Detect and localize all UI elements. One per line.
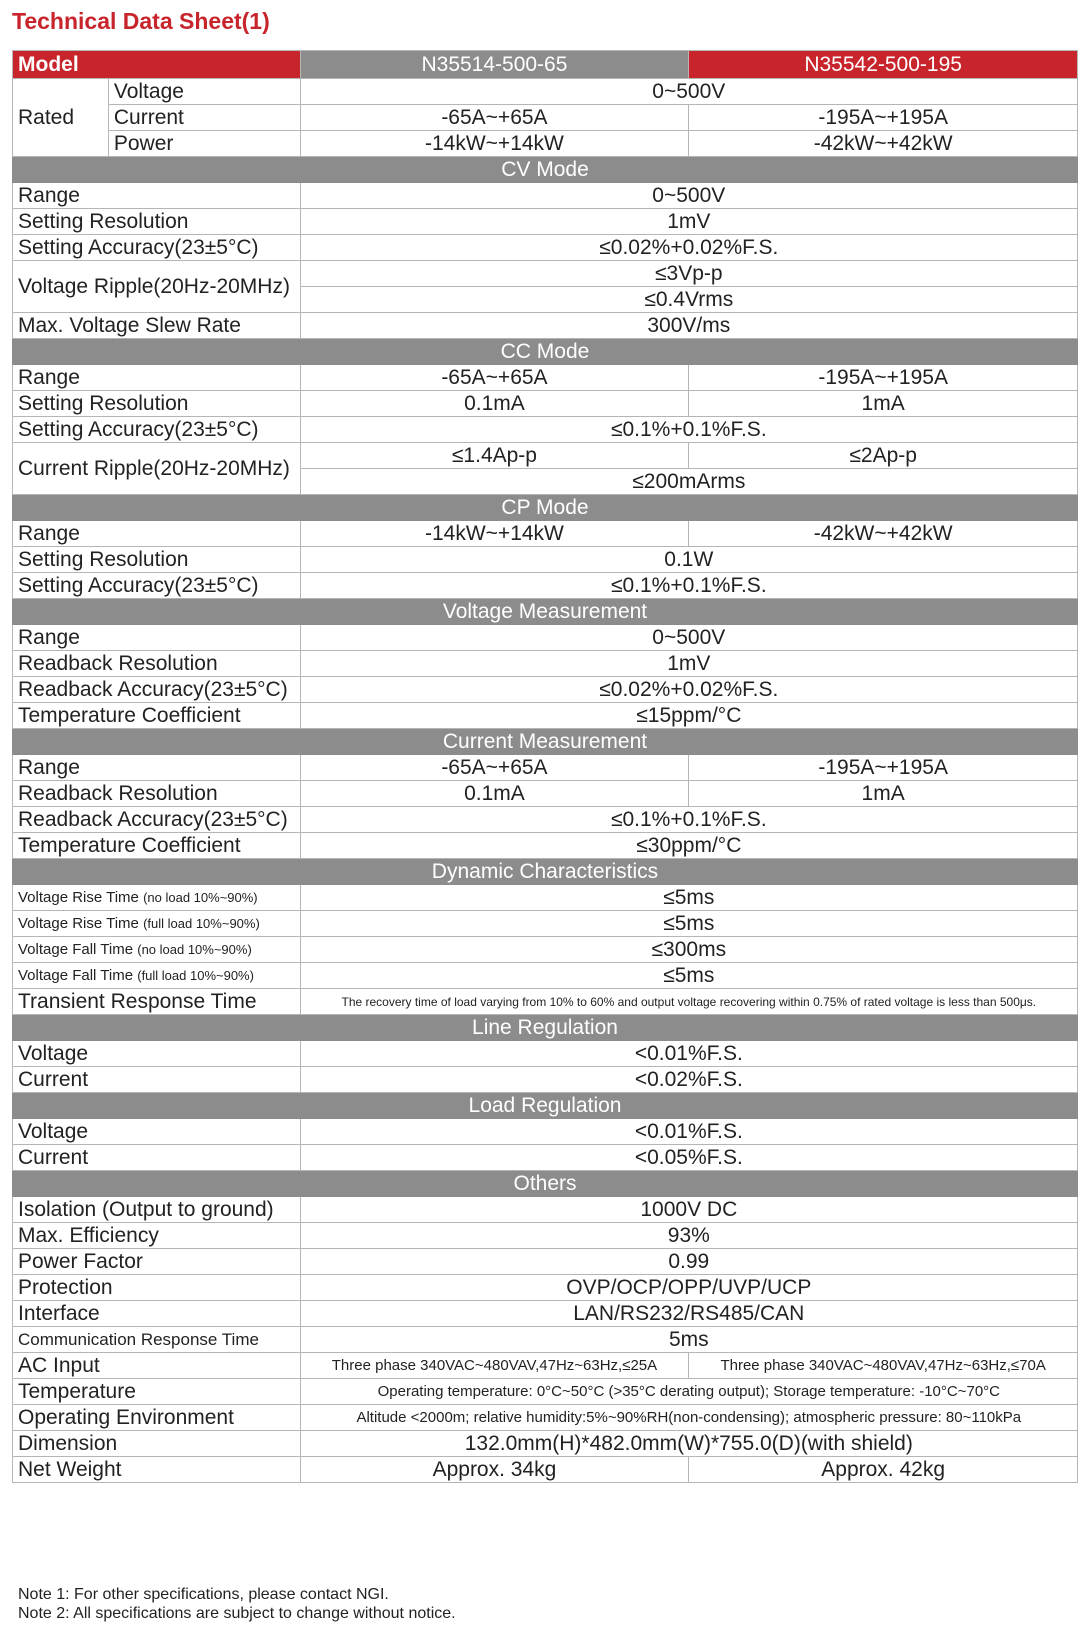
cm-res-value-2: 1mA [689, 781, 1078, 807]
dyn-tr-label: Transient Response Time [13, 989, 301, 1015]
table-row [13, 651, 1078, 677]
table-row [13, 1379, 1078, 1405]
cv-slew-label: Max. Voltage Slew Rate [13, 313, 301, 339]
load-c-label: Current [13, 1145, 301, 1171]
if-value: LAN/RS232/RS485/CAN [300, 1301, 1077, 1327]
table-row [13, 183, 1078, 209]
table-row [13, 1119, 1078, 1145]
cv-acc-label: Setting Accuracy(23±5°C) [13, 235, 301, 261]
line-v-value: <0.01%F.S. [300, 1041, 1077, 1067]
dim-value: 132.0mm(H)*482.0mm(W)*755.0(D)(with shield) [300, 1431, 1077, 1457]
table-row [13, 885, 1078, 911]
cv-range-value: 0~500V [300, 183, 1077, 209]
dyn-vf-nl-label [13, 937, 301, 963]
temp-label: Temperature [13, 1379, 301, 1405]
dyn-vr-nl-value: ≤5ms [300, 885, 1077, 911]
dyn-label-text: Voltage Rise Time [18, 889, 139, 906]
table-row [13, 1327, 1078, 1353]
cm-acc-value: ≤0.1%+0.1%F.S. [300, 807, 1077, 833]
table-row [13, 235, 1078, 261]
cc-range-value-1: -65A~+65A [300, 365, 689, 391]
cc-ripple-value-1: ≤1.4Ap-p [300, 443, 689, 469]
section-header-cm: Current Measurement [13, 729, 1078, 755]
cc-range-value-2: -195A~+195A [689, 365, 1078, 391]
rated-power-value-2: -42kW~+42kW [689, 131, 1078, 157]
cc-res-value-1: 0.1mA [300, 391, 689, 417]
table-row [13, 781, 1078, 807]
cm-range-value-1: -65A~+65A [300, 755, 689, 781]
table-row [13, 443, 1078, 469]
table-row [13, 1301, 1078, 1327]
table-row [13, 989, 1078, 1015]
ac-value-1: Three phase 340VAC~480VAV,47Hz~63Hz,≤25A [300, 1353, 689, 1379]
table-row [13, 79, 1078, 105]
cc-ripple-label: Current Ripple(20Hz-20MHz) [13, 443, 301, 495]
section-header-line: Line Regulation [13, 1015, 1078, 1041]
dyn-label-note: (no load 10%~90%) [143, 890, 258, 905]
footnote-2: Note 2: All specifications are subject to change without notice. [18, 1605, 456, 1622]
table-header-row [13, 51, 1078, 79]
cp-res-value: 0.1W [300, 547, 1077, 573]
vm-acc-value: ≤0.02%+0.02%F.S. [300, 677, 1077, 703]
model-1-header: N35514-500-65 [300, 51, 689, 79]
line-c-label: Current [13, 1067, 301, 1093]
dyn-label-note: (full load 10%~90%) [137, 968, 254, 983]
table-row [13, 1197, 1078, 1223]
eff-label: Max. Efficiency [13, 1223, 301, 1249]
cv-res-label: Setting Resolution [13, 209, 301, 235]
section-header-load: Load Regulation [13, 1093, 1078, 1119]
rated-power-value-1: -14kW~+14kW [300, 131, 689, 157]
cv-ripple-value-2: ≤0.4Vrms [300, 287, 1077, 313]
cp-range-label: Range [13, 521, 301, 547]
table-row [13, 365, 1078, 391]
cc-res-label: Setting Resolution [13, 391, 301, 417]
dyn-vr-fl-label [13, 911, 301, 937]
cp-range-value-1: -14kW~+14kW [300, 521, 689, 547]
dyn-label-text: Voltage Fall Time [18, 967, 134, 984]
table-row [13, 1275, 1078, 1301]
load-v-value: <0.01%F.S. [300, 1119, 1077, 1145]
rated-power-label: Power [108, 131, 300, 157]
if-label: Interface [13, 1301, 301, 1327]
rated-current-label: Current [108, 105, 300, 131]
table-row [13, 937, 1078, 963]
cv-ripple-label: Voltage Ripple(20Hz-20MHz) [13, 261, 301, 313]
prot-label: Protection [13, 1275, 301, 1301]
dyn-vf-nl-value: ≤300ms [300, 937, 1077, 963]
load-c-value: <0.05%F.S. [300, 1145, 1077, 1171]
line-v-label: Voltage [13, 1041, 301, 1067]
cp-acc-label: Setting Accuracy(23±5°C) [13, 573, 301, 599]
ac-value-2: Three phase 340VAC~480VAV,47Hz~63Hz,≤70A [689, 1353, 1078, 1379]
cm-res-value-1: 0.1mA [300, 781, 689, 807]
wt-label: Net Weight [13, 1457, 301, 1483]
dyn-label-text: Voltage Fall Time [18, 941, 134, 958]
load-v-label: Voltage [13, 1119, 301, 1145]
table-row [13, 521, 1078, 547]
footnote-1: Note 1: For other specifications, please contact NGI. [18, 1586, 389, 1603]
table-row [13, 1405, 1078, 1431]
temp-value: Operating temperature: 0°C~50°C (>35°C derating output); Storage temperature: -10°C~70°C [300, 1379, 1077, 1405]
table-row [13, 417, 1078, 443]
table-row [13, 625, 1078, 651]
cc-range-label: Range [13, 365, 301, 391]
pf-value: 0.99 [300, 1249, 1077, 1275]
eff-value: 93% [300, 1223, 1077, 1249]
section-header-cv: CV Mode [13, 157, 1078, 183]
pf-label: Power Factor [13, 1249, 301, 1275]
cm-tc-label: Temperature Coefficient [13, 833, 301, 859]
cv-res-value: 1mV [300, 209, 1077, 235]
vm-tc-label: Temperature Coefficient [13, 703, 301, 729]
cc-ripple-value-3: ≤200mArms [300, 469, 1077, 495]
dyn-vf-fl-value: ≤5ms [300, 963, 1077, 989]
ac-label: AC Input [13, 1353, 301, 1379]
table-row [13, 313, 1078, 339]
cv-ripple-value-1: ≤3Vp-p [300, 261, 1077, 287]
table-row [13, 391, 1078, 417]
dyn-tr-value: The recovery time of load varying from 10% to 60% and output voltage recovering within 0.75% of rated voltage is less than 500μs. [300, 989, 1077, 1015]
table-row [13, 1067, 1078, 1093]
dyn-vf-fl-label [13, 963, 301, 989]
vm-range-label: Range [13, 625, 301, 651]
model-header: Model [13, 51, 301, 79]
dyn-label-note: (full load 10%~90%) [143, 916, 260, 931]
table-row [13, 1457, 1078, 1483]
iso-value: 1000V DC [300, 1197, 1077, 1223]
vm-acc-label: Readback Accuracy(23±5°C) [13, 677, 301, 703]
vm-range-value: 0~500V [300, 625, 1077, 651]
cm-range-label: Range [13, 755, 301, 781]
cp-range-value-2: -42kW~+42kW [689, 521, 1078, 547]
vm-res-label: Readback Resolution [13, 651, 301, 677]
cm-range-value-2: -195A~+195A [689, 755, 1078, 781]
rated-voltage-value: 0~500V [300, 79, 1077, 105]
rated-voltage-label: Voltage [108, 79, 300, 105]
line-c-value: <0.02%F.S. [300, 1067, 1077, 1093]
table-row [13, 911, 1078, 937]
table-row [13, 131, 1078, 157]
table-row [13, 105, 1078, 131]
cv-range-label: Range [13, 183, 301, 209]
table-row [13, 1431, 1078, 1457]
table-row [13, 1145, 1078, 1171]
rated-current-value-2: -195A~+195A [689, 105, 1078, 131]
table-row [13, 547, 1078, 573]
table-row [13, 703, 1078, 729]
table-row [13, 573, 1078, 599]
vm-tc-value: ≤15ppm/°C [300, 703, 1077, 729]
dyn-label-text: Voltage Rise Time [18, 915, 139, 932]
env-value: Altitude <2000m; relative humidity:5%~90%RH(non-condensing); atmospheric pressure: 80~110kPa [300, 1405, 1077, 1431]
table-row [13, 209, 1078, 235]
dyn-label-note: (no load 10%~90%) [137, 942, 252, 957]
cm-res-label: Readback Resolution [13, 781, 301, 807]
section-header-cc: CC Mode [13, 339, 1078, 365]
rated-label: Rated [13, 79, 109, 157]
cv-slew-value: 300V/ms [300, 313, 1077, 339]
table-row [13, 1353, 1078, 1379]
table-row [13, 1249, 1078, 1275]
cm-acc-label: Readback Accuracy(23±5°C) [13, 807, 301, 833]
model-2-header: N35542-500-195 [689, 51, 1078, 79]
table-row [13, 261, 1078, 287]
section-header-cp: CP Mode [13, 495, 1078, 521]
env-label: Operating Environment [13, 1405, 301, 1431]
table-row [13, 1041, 1078, 1067]
table-row [13, 833, 1078, 859]
spec-table [12, 50, 1078, 1483]
vm-res-value: 1mV [300, 651, 1077, 677]
footnotes [18, 1585, 456, 1623]
crt-value: 5ms [300, 1327, 1077, 1353]
cc-acc-label: Setting Accuracy(23±5°C) [13, 417, 301, 443]
cp-acc-value: ≤0.1%+0.1%F.S. [300, 573, 1077, 599]
cc-acc-value: ≤0.1%+0.1%F.S. [300, 417, 1077, 443]
iso-label: Isolation (Output to ground) [13, 1197, 301, 1223]
dyn-vr-nl-label [13, 885, 301, 911]
crt-label: Communication Response Time [13, 1327, 301, 1353]
section-header-vm: Voltage Measurement [13, 599, 1078, 625]
wt-value-1: Approx. 34kg [300, 1457, 689, 1483]
cv-acc-value: ≤0.02%+0.02%F.S. [300, 235, 1077, 261]
prot-value: OVP/OCP/OPP/UVP/UCP [300, 1275, 1077, 1301]
cc-res-value-2: 1mA [689, 391, 1078, 417]
dyn-vr-fl-value: ≤5ms [300, 911, 1077, 937]
cm-tc-value: ≤30ppm/°C [300, 833, 1077, 859]
table-row [13, 807, 1078, 833]
page-title: Technical Data Sheet(1) [12, 8, 270, 34]
table-row [13, 755, 1078, 781]
cc-ripple-value-2: ≤2Ap-p [689, 443, 1078, 469]
table-row [13, 1223, 1078, 1249]
table-row [13, 677, 1078, 703]
wt-value-2: Approx. 42kg [689, 1457, 1078, 1483]
dim-label: Dimension [13, 1431, 301, 1457]
table-row [13, 963, 1078, 989]
rated-current-value-1: -65A~+65A [300, 105, 689, 131]
cp-res-label: Setting Resolution [13, 547, 301, 573]
section-header-others: Others [13, 1171, 1078, 1197]
section-header-dyn: Dynamic Characteristics [13, 859, 1078, 885]
